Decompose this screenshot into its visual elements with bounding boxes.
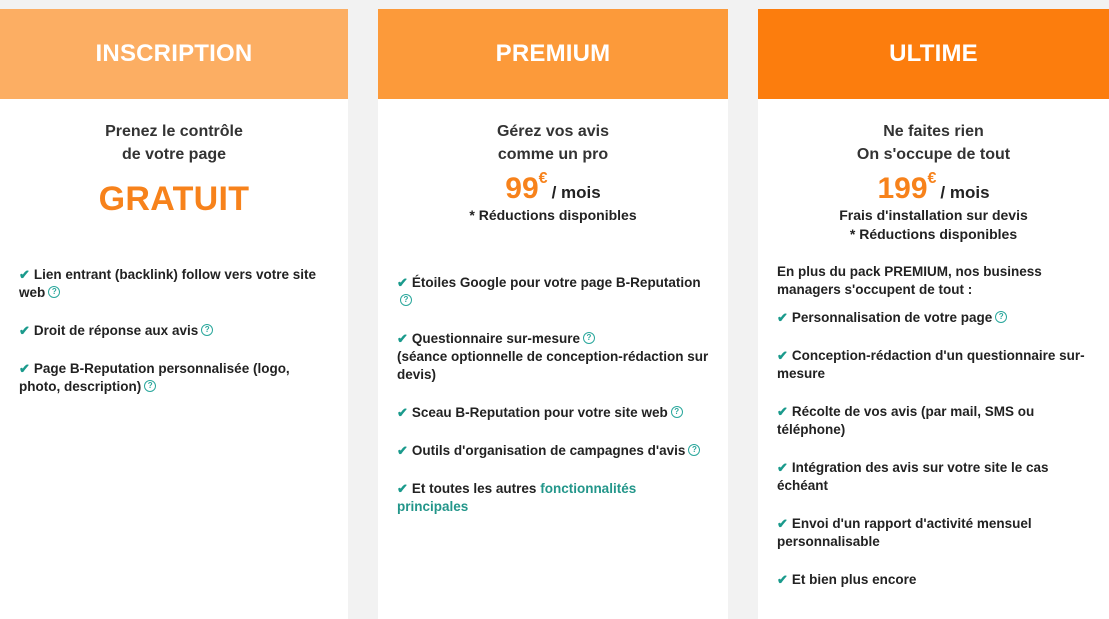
feature-item: ✔ Page B-Reputation personnalisée (logo, photo, description) ? [19, 361, 290, 394]
feature-item: ✔ Conception-rédaction d'un questionnaire sur-mesure [777, 348, 1085, 381]
help-icon[interactable]: ? [48, 286, 60, 298]
check-icon: ✔ [397, 331, 408, 346]
price-period: / mois [940, 183, 990, 202]
plan-card-premium [378, 9, 728, 619]
tagline-line: Prenez le contrôle [105, 123, 243, 140]
plan-price [758, 172, 1109, 206]
plan-tagline [378, 120, 728, 166]
help-icon[interactable]: ? [144, 380, 156, 392]
check-icon: ✔ [397, 405, 408, 420]
price-period: / mois [551, 183, 601, 202]
tagline-line: comme un pro [497, 146, 609, 163]
price-note: * Réductions disponibles [849, 226, 1018, 242]
price-amount: 199 [877, 172, 928, 205]
feature-item: ✔ Sceau B-Reputation pour votre site web ? [397, 404, 710, 422]
price-currency: € [927, 170, 937, 187]
feature-item: ✔ Questionnaire sur-mesure ? (séance optionnelle de conception-rédaction sur devis) [397, 331, 709, 382]
check-icon: ✔ [19, 323, 30, 338]
help-icon[interactable]: ? [688, 444, 700, 456]
feature-item: ✔ Et toutes les autres fonctionnalités principales [397, 481, 637, 514]
check-icon: ✔ [19, 267, 30, 282]
check-icon: ✔ [777, 348, 788, 363]
plan-card-ultime [758, 9, 1109, 619]
feature-item: ✔ Envoi d'un rapport d'activité mensuel personnalisable [777, 516, 1032, 549]
feature-item: ✔ Étoiles Google pour votre page B-Reputation? [397, 275, 701, 305]
feature-item: ✔ Récolte de vos avis (par mail, SMS ou téléphone) [777, 404, 1035, 437]
plan-tagline [758, 120, 1109, 166]
price-note: Frais d'installation sur devis [839, 207, 1028, 223]
plan-intro: En plus du pack PREMIUM, nos business managers s'occupent de tout : [777, 264, 1042, 297]
feature-item: ✔ Outils d'organisation de campagnes d'avis ? [397, 442, 710, 460]
feature-list [758, 309, 1109, 589]
check-icon: ✔ [777, 310, 788, 325]
help-icon[interactable]: ? [583, 332, 595, 344]
plan-title: PREMIUM [495, 40, 611, 67]
check-icon: ✔ [777, 460, 788, 475]
help-icon[interactable]: ? [400, 294, 412, 306]
check-icon: ✔ [397, 443, 408, 458]
help-icon[interactable]: ? [995, 311, 1007, 323]
check-icon: ✔ [777, 404, 788, 419]
help-icon[interactable]: ? [671, 406, 683, 418]
plan-header [758, 9, 1109, 99]
features-link[interactable]: fonctionnalités principales [397, 481, 637, 514]
price-amount: 99 [505, 172, 539, 205]
plan-card-inscription [0, 9, 348, 619]
plan-price [378, 172, 728, 206]
check-icon: ✔ [397, 275, 408, 290]
feature-item: ✔ Personnalisation de votre page ? [777, 309, 1091, 327]
check-icon: ✔ [777, 572, 788, 587]
plan-title: ULTIME [889, 40, 978, 67]
price-currency: € [538, 170, 548, 187]
check-icon: ✔ [397, 481, 408, 496]
tagline-line: de votre page [121, 146, 227, 163]
feature-item: ✔ Et bien plus encore [777, 572, 917, 587]
feature-list [378, 274, 728, 516]
feature-item: ✔ Intégration des avis sur votre site le cas échéant [777, 460, 1049, 493]
plan-price: GRATUIT [98, 180, 250, 218]
plan-header [0, 9, 348, 99]
plan-tagline [0, 120, 348, 166]
plan-title: INSCRIPTION [95, 40, 253, 67]
tagline-line: Ne faites rien [883, 123, 984, 140]
feature-item: ✔ Lien entrant (backlink) follow vers votre site web ? [19, 267, 316, 300]
check-icon: ✔ [777, 516, 788, 531]
feature-extra: (séance optionnelle de conception-rédaction sur devis) [397, 349, 709, 382]
tagline-line: Gérez vos avis [496, 123, 610, 140]
price-note: * Réductions disponibles [469, 207, 637, 223]
feature-item: ✔ Droit de réponse aux avis ? [19, 322, 330, 340]
tagline-line: On s'occupe de tout [856, 146, 1011, 163]
check-icon: ✔ [19, 361, 30, 376]
help-icon[interactable]: ? [201, 324, 213, 336]
feature-list [0, 266, 348, 396]
plan-header [378, 9, 728, 99]
